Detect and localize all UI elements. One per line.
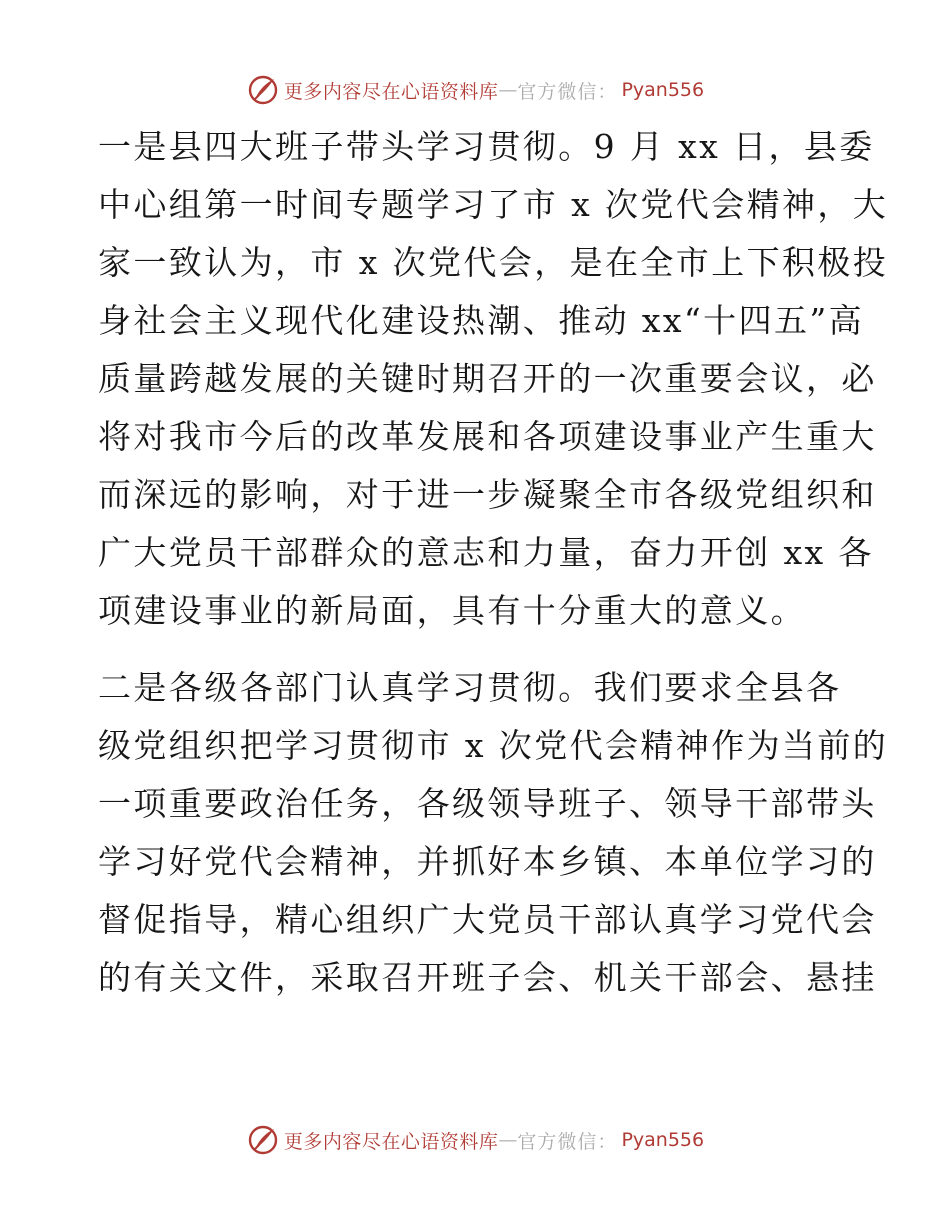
paragraph-1-line: 中心组第一时间专题学习了市 x 次党代会精神，大: [98, 185, 889, 224]
paragraph-1-line: 身社会主义现代化建设热潮、推动 xx“十四五”高: [98, 301, 865, 340]
banner-text: 更多内容尽在心语资料库: [283, 1130, 499, 1153]
quill-logo-icon: [246, 1123, 280, 1157]
paragraph-1-line: 质量跨越发展的关键时期召开的一次重要会议，必: [98, 359, 877, 398]
banner-label: 官方微信：: [517, 80, 618, 103]
paragraph-1-line: 项建设事业的新局面，具有十分重大的意义。: [98, 591, 806, 630]
paragraph-1-line: 广大党员干部群众的意志和力量，奋力开创 xx 各: [98, 533, 874, 572]
banner-wechat-id: Pyan556: [621, 1129, 705, 1151]
paragraph-2-line: 级党组织把学习贯彻市 x 次党代会精神作为当前的: [98, 726, 889, 765]
banner-separator: —: [498, 79, 518, 101]
paragraph-2-line: 督促指导，精心组织广大党员干部认真学习党代会: [98, 900, 877, 939]
banner-text: 更多内容尽在心语资料库: [283, 80, 499, 103]
footer-banner: [0, 1120, 950, 1160]
banner-wechat-id: Pyan556: [621, 79, 705, 101]
paragraph-2-line: 二是各级各部门认真学习贯彻。我们要求全县各: [98, 668, 842, 707]
paragraph-1-line: 家一致认为，市 x 次党代会，是在全市上下积极投: [98, 243, 889, 282]
paragraph-2-line: 的有关文件，采取召开班子会、机关干部会、悬挂: [98, 958, 877, 997]
paragraph-2-line: 一项重要政治任务，各级领导班子、领导干部带头: [98, 784, 877, 823]
paragraph-1-line: 将对我市今后的改革发展和各项建设事业产生重大: [98, 417, 877, 456]
paragraph-1-line: 而深远的影响，对于进一步凝聚全市各级党组织和: [98, 475, 877, 514]
paragraph-2-line: 学习好党代会精神，并抓好本乡镇、本单位学习的: [98, 842, 877, 881]
banner-separator: —: [498, 1129, 518, 1151]
banner-label: 官方微信：: [517, 1130, 618, 1153]
paragraph-1-line: 一是县四大班子带头学习贯彻。9 月 xx 日，县委: [98, 127, 875, 166]
